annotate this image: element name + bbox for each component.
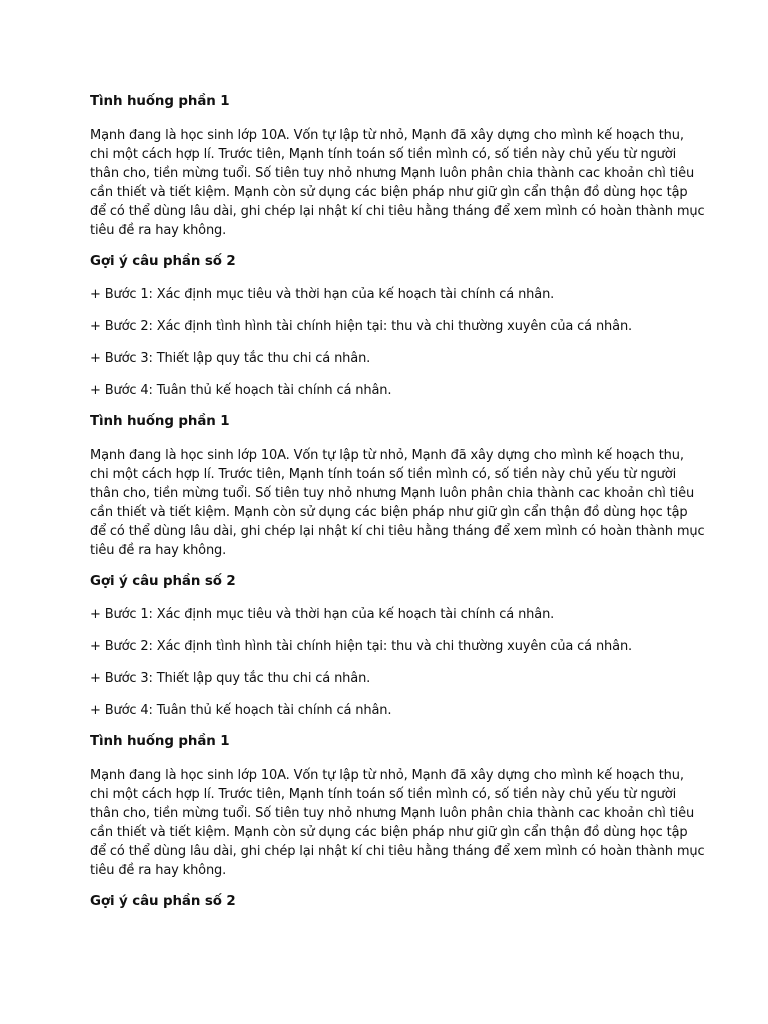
hint-title: Gợi ý câu phần số 2 — [90, 894, 236, 909]
step-item: + Bước 4: Tuân thủ kế hoạch tài chính cá nhân. — [90, 703, 392, 718]
paragraph-line: thân cho, tiền mừng tuổi. Số tiên tuy nhỏ nhưng Mạnh luôn phân chia thành cac khoản chì tiêu — [90, 166, 695, 181]
situation-paragraph — [90, 126, 705, 240]
paragraph-line: chi một cách hợp lí. Trước tiên, Mạnh tính toán số tiền mình có, số tiền này chủ yếu từ người — [90, 147, 677, 162]
paragraph-line: để có thể dùng lâu dài, ghi chép lại nhật kí chi tiêu hằng tháng để xem mình có hoàn thành mục — [90, 204, 705, 219]
step-item: + Bước 3: Thiết lập quy tắc thu chi cá nhân. — [90, 671, 371, 686]
paragraph-line: tiêu đề ra hay không. — [90, 223, 227, 238]
paragraph-line: để có thể dùng lâu dài, ghi chép lại nhật kí chi tiêu hằng tháng để xem mình có hoàn thành mục — [90, 844, 705, 859]
paragraph-line: để có thể dùng lâu dài, ghi chép lại nhật kí chi tiêu hằng tháng để xem mình có hoàn thành mục — [90, 524, 705, 539]
paragraph-line: cần thiết và tiết kiệm. Mạnh còn sử dụng các biện pháp như giữ gìn cẩn thận đồ dùng học tập — [90, 825, 688, 840]
paragraph-line: chi một cách hợp lí. Trước tiên, Mạnh tính toán số tiền mình có, số tiền này chủ yếu từ người — [90, 467, 677, 482]
paragraph-line: cần thiết và tiết kiệm. Mạnh còn sử dụng các biện pháp như giữ gìn cẩn thận đồ dùng học tập — [90, 185, 688, 200]
paragraph-line: thân cho, tiền mừng tuổi. Số tiên tuy nhỏ nhưng Mạnh luôn phân chia thành cac khoản chì tiêu — [90, 806, 695, 821]
step-item: + Bước 4: Tuân thủ kế hoạch tài chính cá nhân. — [90, 383, 392, 398]
step-item: + Bước 3: Thiết lập quy tắc thu chi cá nhân. — [90, 351, 371, 366]
paragraph-line: cần thiết và tiết kiệm. Mạnh còn sử dụng các biện pháp như giữ gìn cẩn thận đồ dùng học tập — [90, 505, 688, 520]
step-item: + Bước 1: Xác định mục tiêu và thời hạn của kế hoạch tài chính cá nhân. — [90, 287, 555, 302]
hint-title: Gợi ý câu phần số 2 — [90, 574, 236, 589]
paragraph-line: tiêu đề ra hay không. — [90, 863, 227, 878]
paragraph-line: Mạnh đang là học sinh lớp 10A. Vốn tự lập từ nhỏ, Mạnh đã xây dựng cho mình kế hoạch thu, — [90, 128, 684, 143]
paragraph-line: Mạnh đang là học sinh lớp 10A. Vốn tự lập từ nhỏ, Mạnh đã xây dựng cho mình kế hoạch thu, — [90, 448, 684, 463]
step-item: + Bước 2: Xác định tình hình tài chính hiện tại: thu và chi thường xuyên của cá nhân. — [90, 319, 633, 334]
situation-title: Tình huống phần 1 — [90, 94, 230, 109]
situation-title: Tình huống phần 1 — [90, 414, 230, 429]
hint-title: Gợi ý câu phần số 2 — [90, 254, 236, 269]
paragraph-line: tiêu đề ra hay không. — [90, 543, 227, 558]
situation-title: Tình huống phần 1 — [90, 734, 230, 749]
paragraph-line: chi một cách hợp lí. Trước tiên, Mạnh tính toán số tiền mình có, số tiền này chủ yếu từ người — [90, 787, 677, 802]
paragraph-line: thân cho, tiền mừng tuổi. Số tiên tuy nhỏ nhưng Mạnh luôn phân chia thành cac khoản chì tiêu — [90, 486, 695, 501]
step-item: + Bước 1: Xác định mục tiêu và thời hạn của kế hoạch tài chính cá nhân. — [90, 607, 555, 622]
paragraph-line: Mạnh đang là học sinh lớp 10A. Vốn tự lập từ nhỏ, Mạnh đã xây dựng cho mình kế hoạch thu, — [90, 768, 684, 783]
step-item: + Bước 2: Xác định tình hình tài chính hiện tại: thu và chi thường xuyên của cá nhân. — [90, 639, 633, 654]
situation-paragraph — [90, 446, 705, 560]
situation-paragraph — [90, 766, 705, 880]
